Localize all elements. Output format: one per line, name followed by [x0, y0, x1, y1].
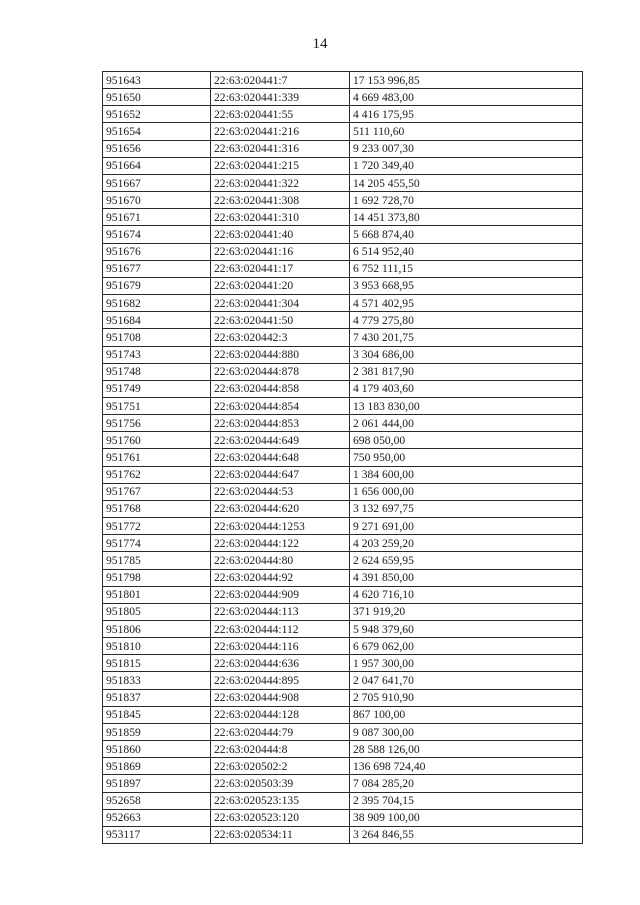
table-row: [103, 655, 583, 672]
table-row: [103, 432, 583, 449]
cadastral-value-cell: 2 395 704,15: [350, 792, 583, 809]
cadastral-value-cell: 1 957 300,00: [350, 655, 583, 672]
cadastral-value-cell: 5 948 379,60: [350, 621, 583, 638]
cadastral-number-cell: 22:63:020444:8: [211, 741, 350, 758]
table-row: [103, 106, 583, 123]
row-id-cell: 951774: [103, 535, 211, 552]
row-id-cell: 951671: [103, 209, 211, 226]
cadastral-number-cell: 22:63:020441:20: [211, 277, 350, 294]
cadastral-number-cell: 22:63:020441:215: [211, 157, 350, 174]
cadastral-number-cell: 22:63:020444:116: [211, 638, 350, 655]
table-row: [103, 689, 583, 706]
cadastral-number-cell: 22:63:020444:128: [211, 706, 350, 723]
cadastral-number-cell: 22:63:020444:53: [211, 483, 350, 500]
cadastral-value-cell: 3 304 686,00: [350, 346, 583, 363]
row-id-cell: 951897: [103, 775, 211, 792]
cadastral-value-cell: 1 656 000,00: [350, 483, 583, 500]
cadastral-value-cell: 4 179 403,60: [350, 380, 583, 397]
cadastral-value-cell: 511 110,60: [350, 123, 583, 140]
cadastral-number-cell: 22:63:020444:648: [211, 449, 350, 466]
row-id-cell: 951859: [103, 723, 211, 740]
row-id-cell: 951679: [103, 277, 211, 294]
cadastral-number-cell: 22:63:020441:55: [211, 106, 350, 123]
row-id-cell: 951810: [103, 638, 211, 655]
cadastral-number-cell: 22:63:020444:113: [211, 603, 350, 620]
table-row: [103, 723, 583, 740]
row-id-cell: 951798: [103, 569, 211, 586]
row-id-cell: 951756: [103, 415, 211, 432]
cadastral-value-cell: 4 620 716,10: [350, 586, 583, 603]
row-id-cell: 951768: [103, 500, 211, 517]
cadastral-value-cell: 6 679 062,00: [350, 638, 583, 655]
table-row: [103, 809, 583, 826]
cadastral-value-cell: 1 692 728,70: [350, 192, 583, 209]
table-row: [103, 380, 583, 397]
cadastral-number-cell: 22:63:020444:878: [211, 363, 350, 380]
table-row: [103, 621, 583, 638]
cadastral-value-cell: 4 779 275,80: [350, 312, 583, 329]
cadastral-number-cell: 22:63:020444:880: [211, 346, 350, 363]
cadastral-number-cell: 22:63:020444:636: [211, 655, 350, 672]
table-row: [103, 483, 583, 500]
table-row: [103, 329, 583, 346]
cadastral-number-cell: 22:63:020534:11: [211, 826, 350, 843]
table-row: [103, 363, 583, 380]
table-row: [103, 140, 583, 157]
row-id-cell: 951760: [103, 432, 211, 449]
row-id-cell: 951676: [103, 243, 211, 260]
row-id-cell: 951815: [103, 655, 211, 672]
registry-table-body: [103, 72, 583, 844]
row-id-cell: 951785: [103, 552, 211, 569]
cadastral-value-cell: 750 950,00: [350, 449, 583, 466]
cadastral-number-cell: 22:63:020502:2: [211, 758, 350, 775]
table-row: [103, 775, 583, 792]
cadastral-value-cell: 7 430 201,75: [350, 329, 583, 346]
row-id-cell: 951833: [103, 672, 211, 689]
row-id-cell: 951837: [103, 689, 211, 706]
table-row: [103, 706, 583, 723]
table-row: [103, 277, 583, 294]
row-id-cell: 951845: [103, 706, 211, 723]
table-row: [103, 603, 583, 620]
cadastral-number-cell: 22:63:020444:79: [211, 723, 350, 740]
table-row: [103, 209, 583, 226]
table-row: [103, 295, 583, 312]
cadastral-number-cell: 22:63:020441:322: [211, 174, 350, 191]
cadastral-number-cell: 22:63:020444:647: [211, 466, 350, 483]
row-id-cell: 951860: [103, 741, 211, 758]
row-id-cell: 951762: [103, 466, 211, 483]
row-id-cell: 951643: [103, 72, 211, 89]
table-row: [103, 518, 583, 535]
cadastral-value-cell: 3 953 668,95: [350, 277, 583, 294]
cadastral-number-cell: 22:63:020444:1253: [211, 518, 350, 535]
cadastral-value-cell: 5 668 874,40: [350, 226, 583, 243]
cadastral-value-cell: 2 047 641,70: [350, 672, 583, 689]
table-row: [103, 346, 583, 363]
cadastral-value-cell: 698 050,00: [350, 432, 583, 449]
cadastral-value-cell: 4 391 850,00: [350, 569, 583, 586]
table-row: [103, 535, 583, 552]
cadastral-value-cell: 4 669 483,00: [350, 89, 583, 106]
row-id-cell: 951761: [103, 449, 211, 466]
table-row: [103, 72, 583, 89]
cadastral-number-cell: 22:63:020444:620: [211, 500, 350, 517]
cadastral-number-cell: 22:63:020441:308: [211, 192, 350, 209]
cadastral-number-cell: 22:63:020441:17: [211, 260, 350, 277]
row-id-cell: 951684: [103, 312, 211, 329]
registry-table: [102, 71, 583, 844]
cadastral-value-cell: 1 384 600,00: [350, 466, 583, 483]
cadastral-number-cell: 22:63:020444:122: [211, 535, 350, 552]
cadastral-number-cell: 22:63:020441:16: [211, 243, 350, 260]
cadastral-value-cell: 28 588 126,00: [350, 741, 583, 758]
cadastral-value-cell: 14 451 373,80: [350, 209, 583, 226]
cadastral-value-cell: 6 752 111,15: [350, 260, 583, 277]
table-row: [103, 449, 583, 466]
cadastral-number-cell: 22:63:020441:339: [211, 89, 350, 106]
cadastral-number-cell: 22:63:020441:7: [211, 72, 350, 89]
cadastral-value-cell: 136 698 724,40: [350, 758, 583, 775]
table-row: [103, 500, 583, 517]
cadastral-number-cell: 22:63:020441:50: [211, 312, 350, 329]
table-row: [103, 312, 583, 329]
row-id-cell: 951801: [103, 586, 211, 603]
table-row: [103, 174, 583, 191]
cadastral-value-cell: 9 087 300,00: [350, 723, 583, 740]
row-id-cell: 952663: [103, 809, 211, 826]
row-id-cell: 951670: [103, 192, 211, 209]
cadastral-value-cell: 2 061 444,00: [350, 415, 583, 432]
cadastral-number-cell: 22:63:020523:120: [211, 809, 350, 826]
cadastral-value-cell: 2 705 910,90: [350, 689, 583, 706]
cadastral-number-cell: 22:63:020444:908: [211, 689, 350, 706]
cadastral-value-cell: 13 183 830,00: [350, 397, 583, 414]
cadastral-number-cell: 22:63:020442:3: [211, 329, 350, 346]
row-id-cell: 953117: [103, 826, 211, 843]
cadastral-value-cell: 2 624 659,95: [350, 552, 583, 569]
cadastral-value-cell: 9 271 691,00: [350, 518, 583, 535]
cadastral-value-cell: 4 203 259,20: [350, 535, 583, 552]
row-id-cell: 951749: [103, 380, 211, 397]
table-row: [103, 466, 583, 483]
row-id-cell: 951708: [103, 329, 211, 346]
cadastral-value-cell: 1 720 349,40: [350, 157, 583, 174]
cadastral-number-cell: 22:63:020444:112: [211, 621, 350, 638]
table-row: [103, 826, 583, 843]
table-row: [103, 672, 583, 689]
row-id-cell: 951677: [103, 260, 211, 277]
table-row: [103, 741, 583, 758]
cadastral-value-cell: 371 919,20: [350, 603, 583, 620]
table-row: [103, 569, 583, 586]
table-row: [103, 192, 583, 209]
row-id-cell: 951767: [103, 483, 211, 500]
cadastral-number-cell: 22:63:020444:649: [211, 432, 350, 449]
row-id-cell: 951667: [103, 174, 211, 191]
cadastral-number-cell: 22:63:020444:858: [211, 380, 350, 397]
table-row: [103, 123, 583, 140]
table-row: [103, 638, 583, 655]
row-id-cell: 951869: [103, 758, 211, 775]
cadastral-value-cell: 7 084 285,20: [350, 775, 583, 792]
cadastral-value-cell: 3 264 846,55: [350, 826, 583, 843]
cadastral-value-cell: 9 233 007,30: [350, 140, 583, 157]
row-id-cell: 951806: [103, 621, 211, 638]
cadastral-number-cell: 22:63:020444:854: [211, 397, 350, 414]
cadastral-number-cell: 22:63:020441:316: [211, 140, 350, 157]
cadastral-value-cell: 2 381 817,90: [350, 363, 583, 380]
row-id-cell: 951751: [103, 397, 211, 414]
table-row: [103, 243, 583, 260]
row-id-cell: 951682: [103, 295, 211, 312]
cadastral-number-cell: 22:63:020441:310: [211, 209, 350, 226]
cadastral-number-cell: 22:63:020444:92: [211, 569, 350, 586]
cadastral-value-cell: 867 100,00: [350, 706, 583, 723]
row-id-cell: 951674: [103, 226, 211, 243]
row-id-cell: 951656: [103, 140, 211, 157]
cadastral-number-cell: 22:63:020441:40: [211, 226, 350, 243]
cadastral-value-cell: 4 571 402,95: [350, 295, 583, 312]
cadastral-number-cell: 22:63:020441:304: [211, 295, 350, 312]
table-row: [103, 415, 583, 432]
cadastral-value-cell: 4 416 175,95: [350, 106, 583, 123]
cadastral-number-cell: 22:63:020503:39: [211, 775, 350, 792]
cadastral-value-cell: 17 153 996,85: [350, 72, 583, 89]
row-id-cell: 951805: [103, 603, 211, 620]
table-row: [103, 157, 583, 174]
row-id-cell: 951654: [103, 123, 211, 140]
table-row: [103, 397, 583, 414]
table-row: [103, 226, 583, 243]
table-row: [103, 758, 583, 775]
cadastral-number-cell: 22:63:020444:853: [211, 415, 350, 432]
cadastral-number-cell: 22:63:020441:216: [211, 123, 350, 140]
row-id-cell: 951650: [103, 89, 211, 106]
row-id-cell: 951664: [103, 157, 211, 174]
cadastral-number-cell: 22:63:020444:909: [211, 586, 350, 603]
cadastral-value-cell: 14 205 455,50: [350, 174, 583, 191]
row-id-cell: 951748: [103, 363, 211, 380]
table-row: [103, 552, 583, 569]
cadastral-value-cell: 3 132 697,75: [350, 500, 583, 517]
table-row: [103, 586, 583, 603]
page-number: 14: [312, 36, 328, 52]
row-id-cell: 951743: [103, 346, 211, 363]
table-row: [103, 792, 583, 809]
row-id-cell: 951772: [103, 518, 211, 535]
cadastral-value-cell: 38 909 100,00: [350, 809, 583, 826]
row-id-cell: 951652: [103, 106, 211, 123]
cadastral-value-cell: 6 514 952,40: [350, 243, 583, 260]
table-row: [103, 89, 583, 106]
cadastral-number-cell: 22:63:020444:80: [211, 552, 350, 569]
table-row: [103, 260, 583, 277]
row-id-cell: 952658: [103, 792, 211, 809]
cadastral-number-cell: 22:63:020444:895: [211, 672, 350, 689]
cadastral-number-cell: 22:63:020523:135: [211, 792, 350, 809]
